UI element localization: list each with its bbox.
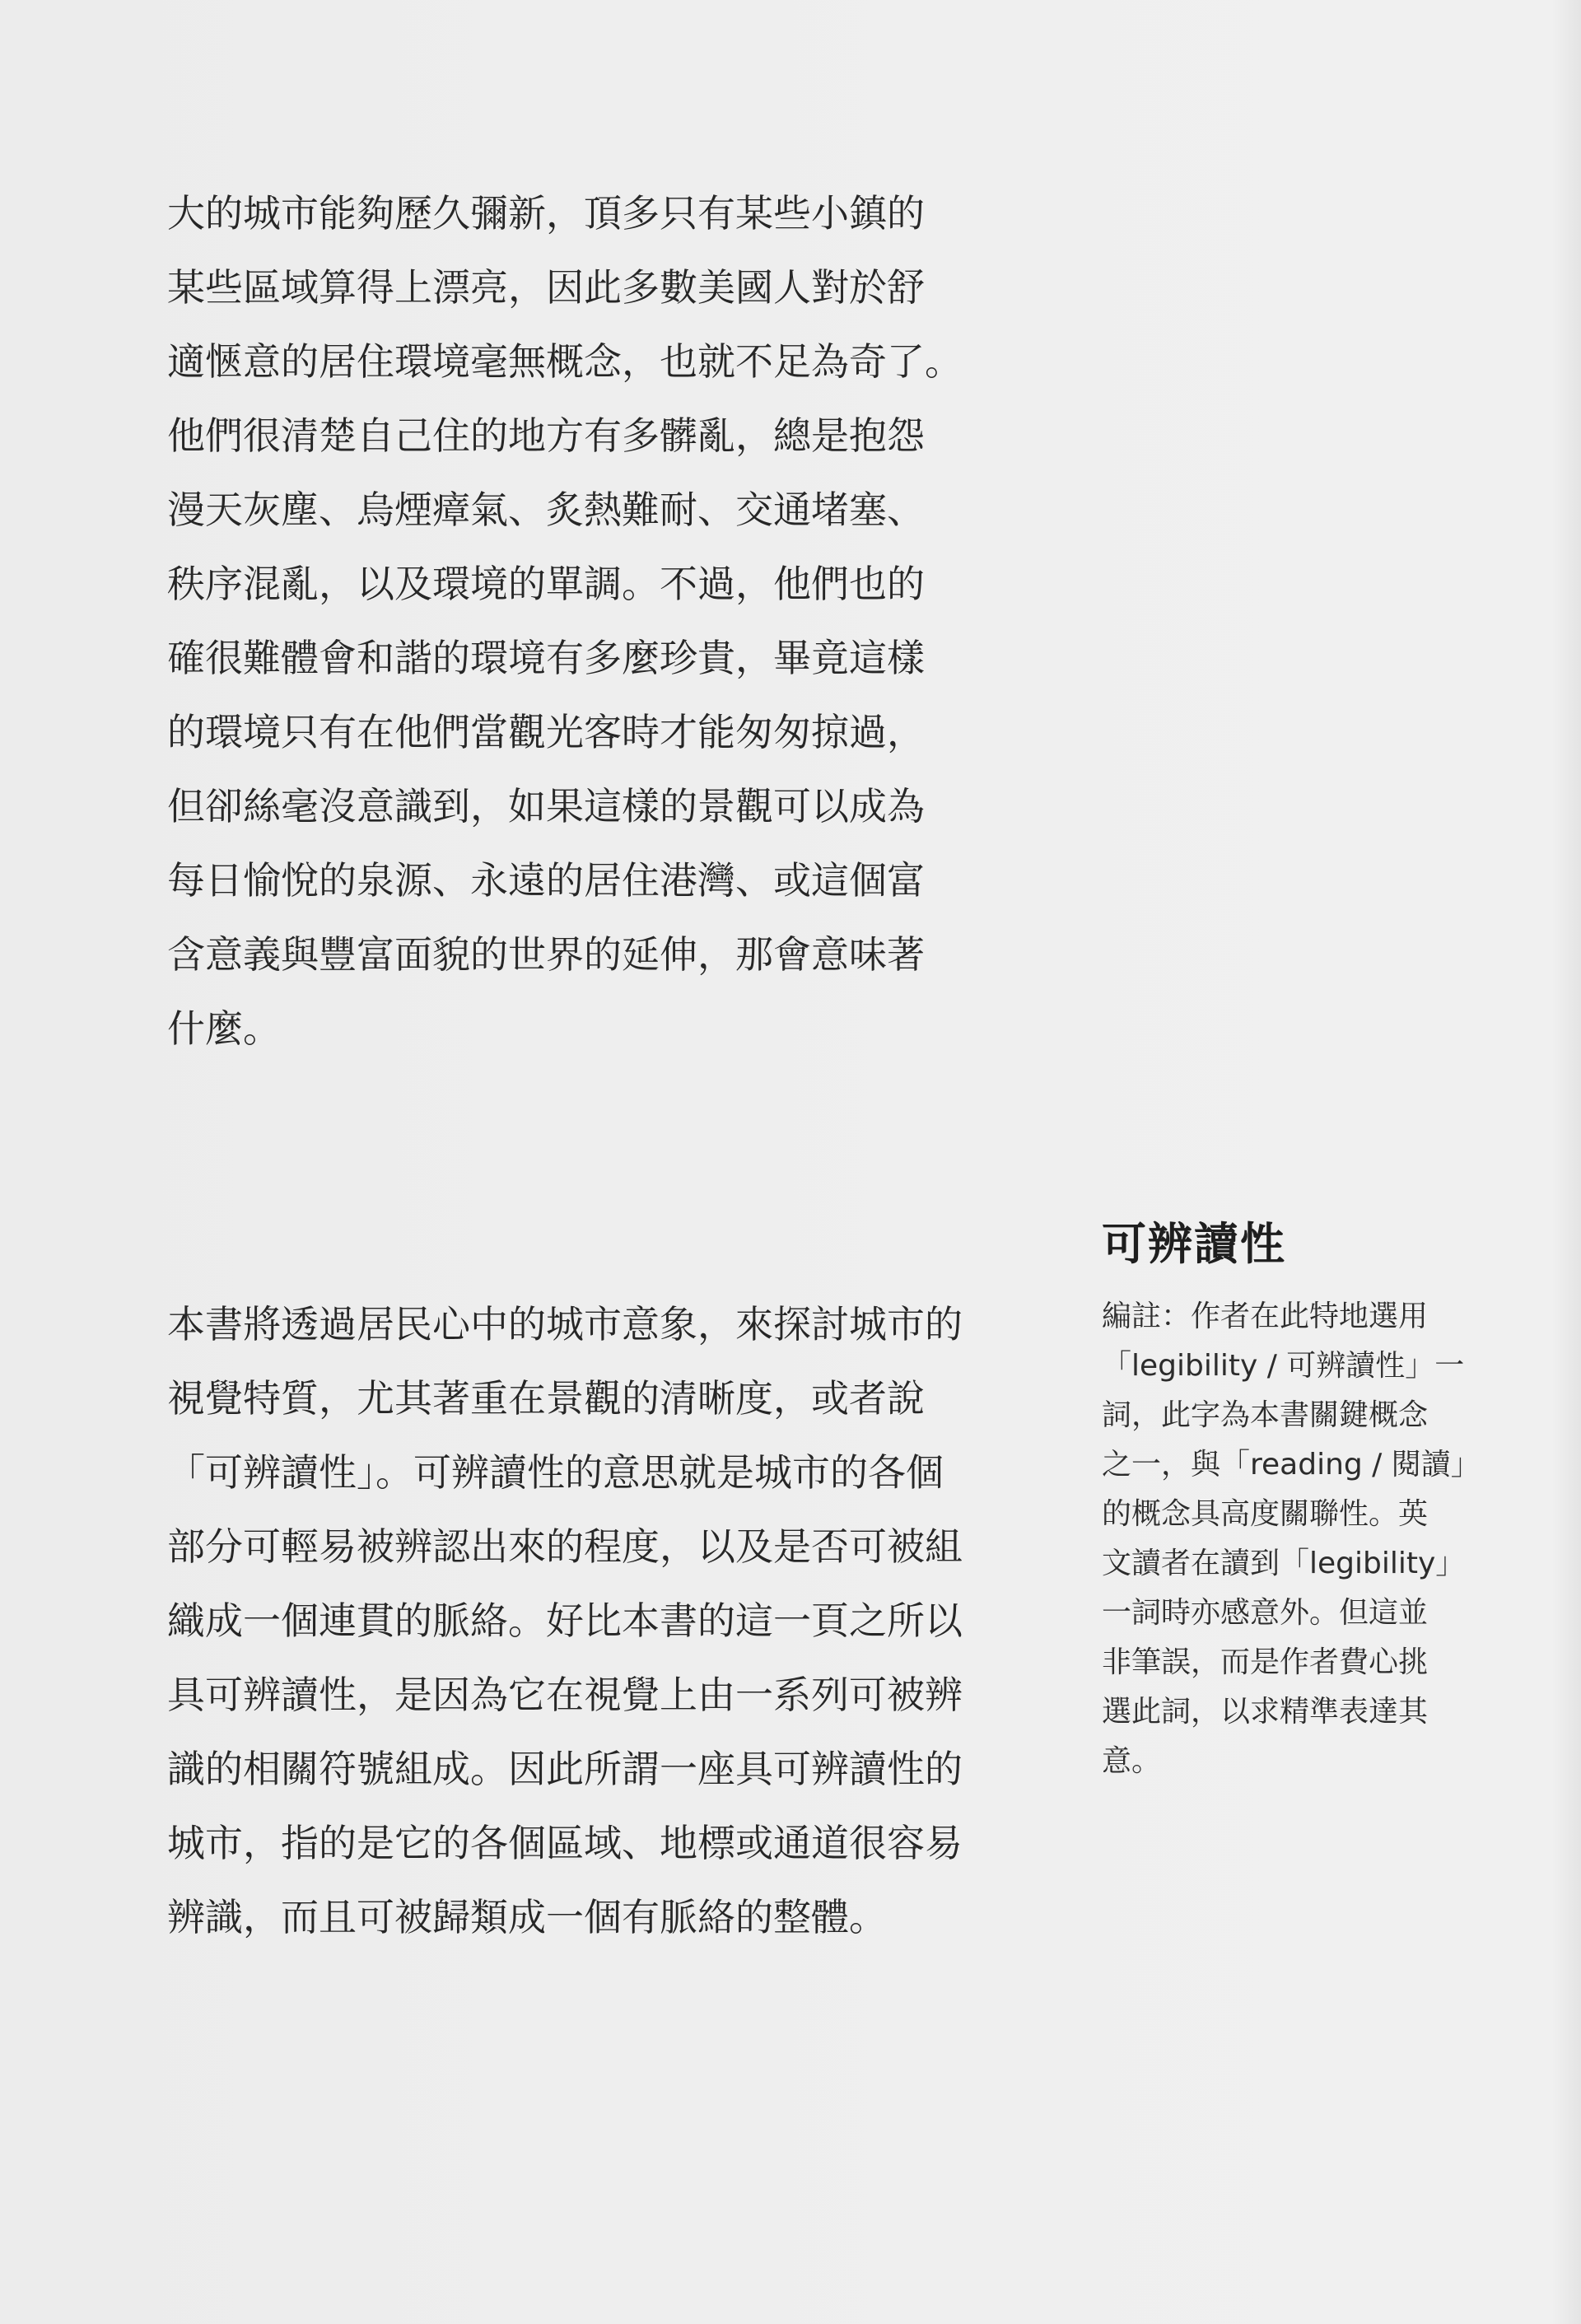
body-paragraph-1: 大的城市能夠歷久彌新，頂多只有某些小鎮的 某些區域算得上漂亮，因此多數美國人對於舒 適愜意的居住環境毫無概念，也就不足為奇了。 他們很清楚自己住的地方有多髒亂，總是抱怨 漫天灰塵、烏煙瘴氣、炙熱難耐、交通堵塞、 秩序混亂，以及環境的單調。不過，他們也的 確很難體會和諧的環境有多麼珍貴，畢竟這樣 的環境只有在他們當觀光客時才能匆匆掠過， 但卻絲毫沒意識到，如果這樣的景觀可以成為 每日愉悅的泉源、永遠的居住港灣、或這個富 含意義與豐富面貌的世界的延伸，那會意味著 什麼。 — [167, 191, 963, 1051]
sidebar-heading: 可辨讀性 — [1102, 1217, 1286, 1270]
editor-note: 編註：作者在此特地選用 「legibility / 可辨讀性」一 詞，此字為本書關鍵概念 之一，與「reading / 閱讀」 的概念具高度關聯性。英 文讀者在讀到「legibility」 一詞時亦感意外。但這並 非筆誤，而是作者費心挑 選此詞，以求精準表達其 意。 — [1102, 1300, 1481, 1778]
page-edge-shadow — [1551, 0, 1581, 2324]
body-paragraph-2: 本書將透過居民心中的城市意象，來探討城市的 視覺特質，尤其著重在景觀的清晰度，或者說 「可辨讀性」。可辨讀性的意思就是城市的各個 部分可輕易被辨認出來的程度，以及是否可被組 織成一個連貫的脈絡。好比本書的這一頁之所以 具可辨讀性，是因為它在視覺上由一系列可被辨 識的相關符號組成。因此所謂一座具可辨讀性的 城市，指的是它的各個區域、地標或通道很容易 辨識，而且可被歸類成一個有脈絡的整體。 — [167, 1302, 963, 1939]
